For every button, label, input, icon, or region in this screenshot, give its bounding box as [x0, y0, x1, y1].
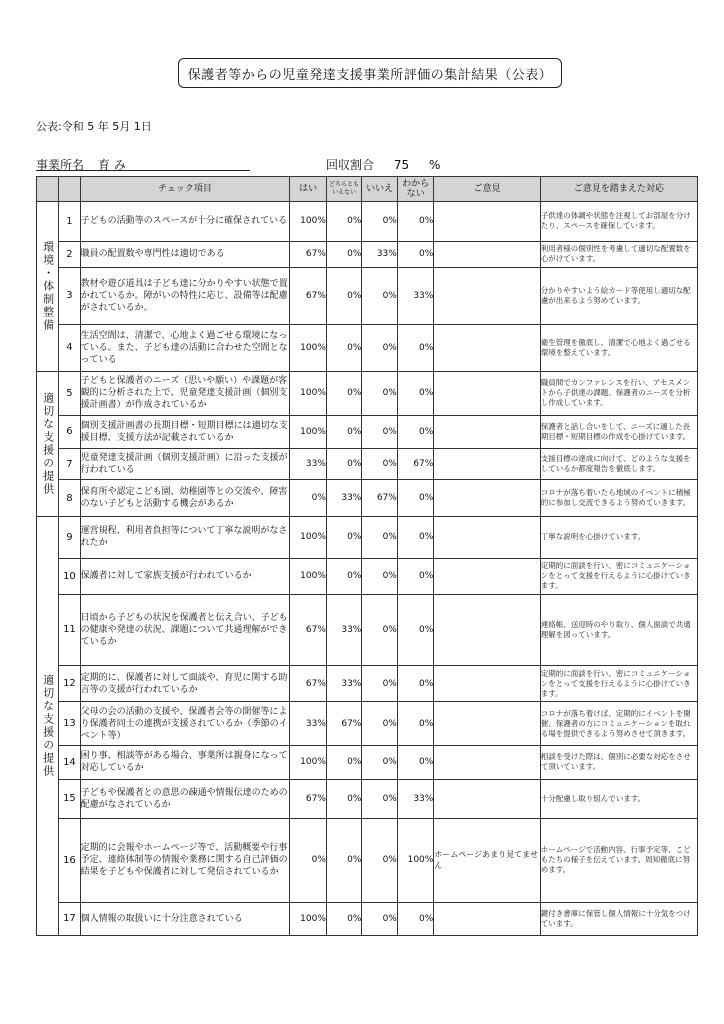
response-cell: ホームページで活動内容、行事予定等、こどもたちの様子を伝えています。周知徹底に努めます。: [540, 819, 697, 902]
row-number: 17: [59, 902, 80, 935]
table-row: [37, 702, 698, 746]
row-number: 12: [59, 665, 80, 701]
unknown-percent: 0%: [397, 902, 433, 935]
table-row: [37, 415, 698, 448]
response-cell: 利用者様の個別性を考慮して適切な配置数を心がけています。: [540, 241, 697, 267]
header-opinion: ご意見: [434, 177, 540, 202]
check-item: 困り事、相談等がある場合、事業所は親身になって対応しているか: [80, 746, 290, 779]
table-row: [37, 325, 698, 372]
table-header-row: [37, 177, 698, 202]
business-name: 育 み: [98, 158, 126, 172]
opinion-cell: [434, 902, 540, 935]
unknown-percent: 0%: [397, 558, 433, 594]
no-percent: 0%: [362, 415, 397, 448]
collection-rate-label: 回収割合: [326, 158, 375, 172]
yes-percent: 100%: [290, 371, 326, 415]
yes-percent: 67%: [290, 241, 326, 267]
no-percent: 0%: [362, 746, 397, 779]
category-cell: [37, 371, 59, 516]
yes-percent: 100%: [290, 202, 326, 242]
response-cell: 相談を受けた際は、個別に必要な対応をさせて頂いています。: [540, 746, 697, 779]
opinion-cell: [434, 241, 540, 267]
unknown-percent: 33%: [397, 779, 433, 819]
row-number: 11: [59, 595, 80, 666]
response-cell: 子供達の体調や状態を注視してお部屋を分けたり、スペースを確保しています。: [540, 202, 697, 242]
yes-percent: 100%: [290, 558, 326, 594]
yes-percent: 67%: [290, 595, 326, 666]
neither-percent: 0%: [326, 449, 361, 480]
no-percent: 0%: [362, 267, 397, 324]
row-number: 16: [59, 819, 80, 902]
no-percent: 67%: [362, 480, 397, 516]
row-number: 2: [59, 241, 80, 267]
table-row: [37, 779, 698, 819]
yes-percent: 33%: [290, 449, 326, 480]
opinion-cell: [434, 558, 540, 594]
response-cell: 職員間でカンファレンスを行い、アセスメントから子供達の課題、保護者のニーズを分析し作成しています。: [540, 371, 697, 415]
category-cell: [37, 516, 59, 935]
yes-percent: 100%: [290, 746, 326, 779]
response-cell: コロナが落ち着けば、定期的にイベントを開催、保護者の方にコミュニケーションを取れる場を提供できるよう努めさせて頂きます。: [540, 702, 697, 746]
collection-rate: [326, 156, 440, 173]
opinion-cell: [434, 746, 540, 779]
response-cell: コロナが落ち着いたら地域のイベントに積極的に参加し交流できるよう努めていきます。: [540, 480, 697, 516]
neither-percent: 0%: [326, 558, 361, 594]
yes-percent: 67%: [290, 665, 326, 701]
category-label: 環境・体制整備: [41, 240, 55, 332]
check-item: 子どもと保護者のニーズ（思いや願い）や課題が客観的に分析された上で、児童発達支援計画（個別支援計画書）が作成されているか: [80, 371, 290, 415]
yes-percent: 100%: [290, 516, 326, 558]
header-no: いいえ: [362, 177, 397, 202]
yes-percent: 67%: [290, 779, 326, 819]
response-cell: 衛生管理を徹底し、清潔で心地よく過ごせる環境を整えています。: [540, 325, 697, 372]
unknown-percent: 0%: [397, 415, 433, 448]
unknown-percent: 33%: [397, 267, 433, 324]
no-percent: 0%: [362, 449, 397, 480]
check-item: 保護者に対して家族支援が行われているか: [80, 558, 290, 594]
no-percent: 33%: [362, 241, 397, 267]
opinion-cell: [434, 516, 540, 558]
unknown-percent: 100%: [397, 819, 433, 902]
row-number: 15: [59, 779, 80, 819]
table-row: [37, 595, 698, 666]
neither-percent: 0%: [326, 202, 361, 242]
opinion-cell: [434, 267, 540, 324]
business-label: 事業所名: [36, 158, 85, 172]
yes-percent: 100%: [290, 325, 326, 372]
collection-rate-unit: %: [428, 158, 441, 172]
neither-percent: 33%: [326, 665, 361, 701]
no-percent: 0%: [362, 665, 397, 701]
row-number: 8: [59, 480, 80, 516]
yes-percent: 33%: [290, 702, 326, 746]
no-percent: 0%: [362, 902, 397, 935]
table-row: [37, 449, 698, 480]
response-cell: 保護者と話し合いをして、ニーズに適した長期目標・短期目標の作成を心掛けています。: [540, 415, 697, 448]
neither-percent: 0%: [326, 241, 361, 267]
collection-rate-value: 75: [393, 158, 410, 172]
no-percent: 0%: [362, 779, 397, 819]
unknown-percent: 0%: [397, 480, 433, 516]
response-cell: 支援目標の達成に向けて、どのような支援をしているか都度報告を徹底します。: [540, 449, 697, 480]
check-item: 職員の配置数や専門性は適切である: [80, 241, 290, 267]
check-item: 運営規程、利用者負担等について丁寧な説明がなされたか: [80, 516, 290, 558]
neither-percent: 0%: [326, 779, 361, 819]
table-row: [37, 267, 698, 324]
no-percent: 0%: [362, 595, 397, 666]
row-number: 3: [59, 267, 80, 324]
check-item: 定期的に、保護者に対して面談や、育児に関する助言等の支援が行われているか: [80, 665, 290, 701]
opinion-cell: [434, 371, 540, 415]
no-percent: 0%: [362, 516, 397, 558]
check-item: 日頃から子どもの状況を保護者と伝え合い、子どもの健康や発達の状況、課題について共通理解ができているか: [80, 595, 290, 666]
opinion-cell: [434, 595, 540, 666]
no-percent: 0%: [362, 371, 397, 415]
opinion-cell: [434, 449, 540, 480]
no-percent: 0%: [362, 325, 397, 372]
unknown-percent: 0%: [397, 325, 433, 372]
table-row: [37, 480, 698, 516]
row-number: 1: [59, 202, 80, 242]
neither-percent: 0%: [326, 371, 361, 415]
page-title: 保護者等からの児童発達支援事業所評価の集計結果（公表）: [178, 58, 562, 88]
opinion-cell: [434, 202, 540, 242]
no-percent: 0%: [362, 702, 397, 746]
row-number: 4: [59, 325, 80, 372]
header-number: [59, 177, 80, 202]
row-number: 14: [59, 746, 80, 779]
check-item: 父母の会の活動の支援や、保護者会等の開催等により保護者同士の連携が支援されているか（季節のイベント等）: [80, 702, 290, 746]
unknown-percent: 0%: [397, 595, 433, 666]
publication-date: 公表:令和 5 年 5月 1日: [36, 120, 152, 133]
row-number: 5: [59, 371, 80, 415]
neither-percent: 0%: [326, 746, 361, 779]
header-category: [37, 177, 59, 202]
no-percent: 0%: [362, 558, 397, 594]
response-cell: 鍵付き書庫に保管し個人情報に十分気をつけています。: [540, 902, 697, 935]
neither-percent: 0%: [326, 902, 361, 935]
header-unknown: わからない: [397, 177, 433, 202]
yes-percent: 67%: [290, 267, 326, 324]
yes-percent: 0%: [290, 480, 326, 516]
unknown-percent: 0%: [397, 746, 433, 779]
neither-percent: 33%: [326, 480, 361, 516]
table-row: [37, 746, 698, 779]
check-item: 生活空間は、清潔で、心地よく過ごせる環境になっている。また、子ども達の活動に合わせた空間となっている: [80, 325, 290, 372]
neither-percent: 0%: [326, 267, 361, 324]
opinion-cell: [434, 779, 540, 819]
row-number: 6: [59, 415, 80, 448]
yes-percent: 100%: [290, 902, 326, 935]
response-cell: 分かりやすいよう絵カード等使用し適切な配慮が出来るよう努めています。: [540, 267, 697, 324]
unknown-percent: 67%: [397, 449, 433, 480]
business-name-field: [36, 156, 250, 171]
neither-percent: 0%: [326, 415, 361, 448]
table-row: [37, 902, 698, 935]
row-number: 10: [59, 558, 80, 594]
table-row: [37, 558, 698, 594]
category-cell: [37, 202, 59, 372]
table-row: [37, 202, 698, 242]
response-cell: 定期的に面談を行い、密にコミュニケーションをとって支援を行えるように心掛けていきます。: [540, 665, 697, 701]
unknown-percent: 0%: [397, 202, 433, 242]
header-yes: はい: [290, 177, 326, 202]
response-cell: 定期的に面談を行い、密にコミュニケーションをとって支援を行えるように心掛けていきます。: [540, 558, 697, 594]
neither-percent: 0%: [326, 325, 361, 372]
table-row: [37, 241, 698, 267]
header-neither: どちらともいえない: [326, 177, 361, 202]
unknown-percent: 0%: [397, 665, 433, 701]
check-item: 個人情報の取扱いに十分注意されている: [80, 902, 290, 935]
table-row: [37, 665, 698, 701]
neither-percent: 67%: [326, 702, 361, 746]
unknown-percent: 0%: [397, 241, 433, 267]
table-row: [37, 371, 698, 415]
table-row: [37, 516, 698, 558]
category-label: 適切な支援の提供: [41, 673, 55, 778]
unknown-percent: 0%: [397, 516, 433, 558]
opinion-cell: ホームページあまり見てません: [434, 819, 540, 902]
opinion-cell: [434, 415, 540, 448]
header-check-item: チェック項目: [80, 177, 290, 202]
check-item: 定期的に会報やホームページ等で、活動概要や行事予定、連絡体制等の情報や業務に関する自己評価の結果を子どもや保護者に対して発信されているか: [80, 819, 290, 902]
evaluation-table: [36, 176, 698, 936]
unknown-percent: 0%: [397, 702, 433, 746]
header-response: ご意見を踏まえた対応: [540, 177, 697, 202]
yes-percent: 0%: [290, 819, 326, 902]
row-number: 7: [59, 449, 80, 480]
category-label: 適切な支援の提供: [41, 391, 55, 496]
check-item: 教材や遊び道具は子ども達に分かりやすい状態で置かれているか。障がいの特性に応じ、設備等は配慮がされているか。: [80, 267, 290, 324]
row-number: 13: [59, 702, 80, 746]
response-cell: 丁寧な説明を心掛けています。: [540, 516, 697, 558]
neither-percent: 0%: [326, 819, 361, 902]
yes-percent: 100%: [290, 415, 326, 448]
check-item: 子どもや保護者との意思の疎通や情報伝達のための配慮がなされているか: [80, 779, 290, 819]
check-item: 児童発達支援計画（個別支援計画）に沿った支援が行われている: [80, 449, 290, 480]
row-number: 9: [59, 516, 80, 558]
check-item: 子どもの活動等のスペースが十分に確保されている: [80, 202, 290, 242]
response-cell: 連絡帳、送迎時のやり取り、個人面談で共通理解を図っています。: [540, 595, 697, 666]
check-item: 個別支援計画書の長期目標・短期目標には適切な支援目標、支援方法が記載されているか: [80, 415, 290, 448]
opinion-cell: [434, 702, 540, 746]
table-row: [37, 819, 698, 902]
opinion-cell: [434, 325, 540, 372]
neither-percent: 0%: [326, 516, 361, 558]
no-percent: 0%: [362, 819, 397, 902]
opinion-cell: [434, 480, 540, 516]
no-percent: 0%: [362, 202, 397, 242]
response-cell: 十分配慮し取り組んでいます。: [540, 779, 697, 819]
neither-percent: 33%: [326, 595, 361, 666]
opinion-cell: [434, 665, 540, 701]
unknown-percent: 0%: [397, 371, 433, 415]
check-item: 保育所や認定こども園、幼稚園等との交流や、障害のない子どもと活動する機会があるか: [80, 480, 290, 516]
